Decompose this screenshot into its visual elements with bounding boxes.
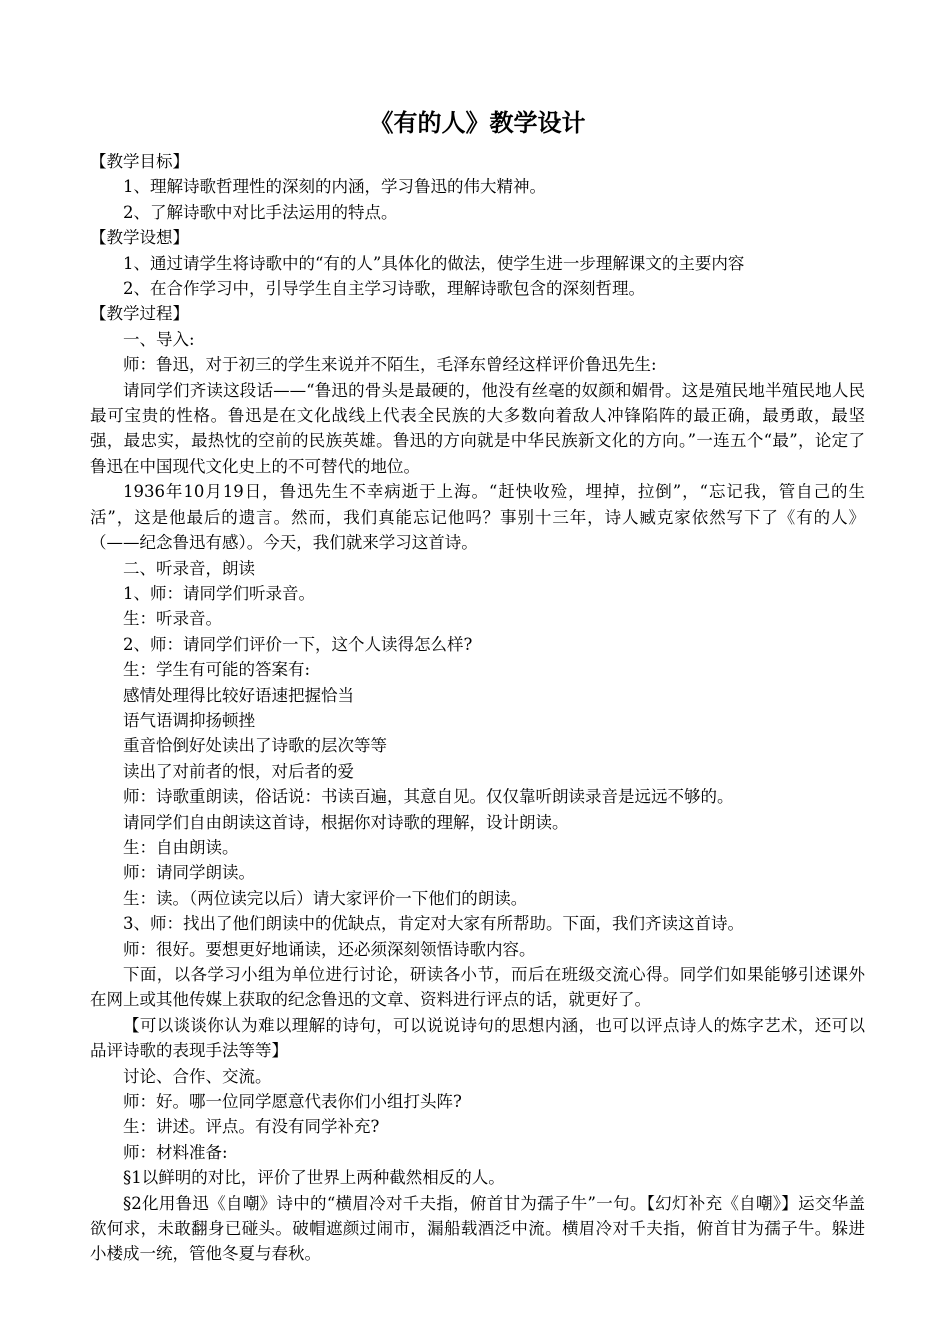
process-paragraph: 【可以谈谈你认为难以理解的诗句，可以说说诗句的思想内涵，也可以评点诗人的炼字艺术，还可以品评诗歌的表现手法等等】 [90,1015,865,1061]
process-line: 师：诗歌重朗读，俗话说：书读百遍，其意自见。仅仅靠听朗读录音是远远不够的。 [123,787,734,807]
process-line: 生：自由朗读。 [123,837,239,857]
process-line: 讨论、合作、交流。 [123,1066,272,1086]
goal-item: 2、了解诗歌中对比手法运用的特点。 [123,202,398,222]
process-paragraph: §2化用鲁迅《自嘲》诗中的“横眉冷对千夫指，俯首甘为孺子牛”一句。【幻灯补充《自嘲》】运交华盖欲何求，未敢翻身已碰头。破帽遮颜过闹市，漏船载酒泛中流。横眉冷对千夫指，俯首甘为孺子牛。躲进小楼成一统，管他冬夏与春秋。 [90,1193,865,1264]
process-line: 感情处理得比较好语速把握恰当 [123,685,354,705]
process-line: 3、师：找出了他们朗读中的优缺点，肯定对大家有所帮助。下面，我们齐读这首诗。 [123,914,744,934]
section-heading-ideas: 【教学设想】 [90,228,189,248]
process-line: 语气语调抑扬顿挫 [123,710,255,730]
process-line: 请同学们自由朗读这首诗，根据你对诗歌的理解，设计朗读。 [123,812,569,832]
process-line: 师：好。哪一位同学愿意代表你们小组打头阵? [123,1092,462,1112]
process-line: 一、导入: [123,329,195,349]
process-line: §1以鲜明的对比，评价了世界上两种截然相反的人。 [123,1168,505,1188]
process-paragraph: 请同学们齐读这段话——“鲁迅的骨头是最硬的，他没有丝毫的奴颜和媚骨。这是殖民地半殖民地人民最可宝贵的性格。鲁迅是在文化战线上代表全民族的大多数向着敌人冲锋陷阵的最正确，最勇敢，最坚强，最忠实，最热忱的空前的民族英雄。鲁迅的方向就是中华民族新文化的方向。”一连五个“最”，论定了鲁迅在中国现代文化史上的不可替代的地位。 [90,380,865,476]
idea-item: 2、在合作学习中，引导学生自主学习诗歌，理解诗歌包含的深刻哲理。 [123,279,645,299]
process-line: 生：学生有可能的答案有: [123,660,311,680]
process-line: 师：材料准备: [123,1142,228,1162]
process-paragraph: 下面，以各学习小组为单位进行讨论，研读各小节，而后在班级交流心得。同学们如果能够引述课外在网上或其他传媒上获取的纪念鲁迅的文章、资料进行评点的话，就更好了。 [90,965,865,1010]
process-line: 生：讲述。评点。有没有同学补充? [123,1117,380,1137]
document-page [90,105,865,1267]
process-line: 2、师：请同学们评价一下，这个人读得怎么样? [123,634,473,654]
idea-item: 1、通过请学生将诗歌中的“有的人”具体化的做法，使学生进一步理解课文的主要内容 [123,253,745,273]
process-line: 二、听录音，朗读 [123,558,255,578]
goal-item: 1、理解诗歌哲理性的深刻的内涵，学习鲁迅的伟大精神。 [123,177,546,197]
process-line: 读出了对前者的恨，对后者的爱 [123,761,354,781]
process-paragraph: 1936年10月19日，鲁迅先生不幸病逝于上海。“赶快收殓，埋掉，拉倒”，“忘记我，管自己的生活”，这是他最后的遗言。然而，我们真能忘记他吗？事别十三年，诗人臧克家依然写下了《有的人》（——纪念鲁迅有感）。今天，我们就来学习这首诗。 [90,482,865,553]
process-line: 生：听录音。 [123,609,222,629]
process-line: 1、师：请同学们听录音。 [123,583,315,603]
section-heading-process: 【教学过程】 [90,304,189,324]
process-line: 师：请同学朗读。 [123,863,255,883]
page-title: 《有的人》教学设计 [369,109,586,137]
process-line: 师：很好。要想更好地诵读，还必须深刻领悟诗歌内容。 [123,939,536,959]
process-line: 生：读。（两位读完以后）请大家评价一下他们的朗读。 [123,888,528,908]
process-line: 重音恰倒好处读出了诗歌的层次等等 [123,736,387,756]
process-line: 师：鲁迅，对于初三的学生来说并不陌生，毛泽东曾经这样评价鲁迅先生: [123,355,657,375]
section-heading-goals: 【教学目标】 [90,152,189,171]
